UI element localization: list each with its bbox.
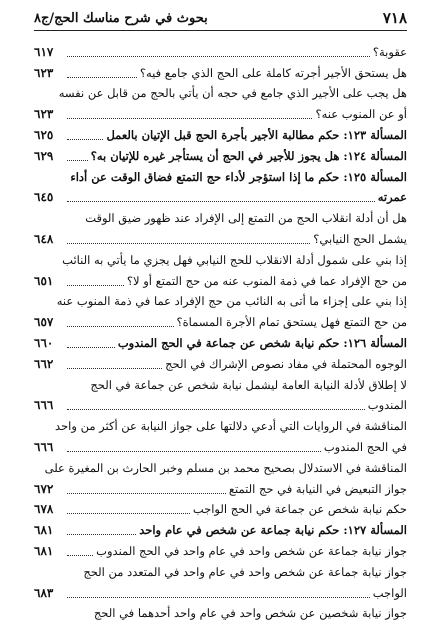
toc-entry [34, 123, 407, 144]
toc-entry-text: لا إطلاق لأدلة النيابة العامة ليشمل نيابة شخص عن جماعة في الحج [90, 377, 407, 392]
dot-leader [67, 533, 136, 535]
toc-entry-text: في الحج المندوب [323, 439, 407, 454]
dot-leader [67, 492, 226, 494]
toc-entry-text: هل يجب على الأجير الذي جامع في حجه أن يأتي بالحج من قابل عن نفسه [58, 86, 407, 101]
toc-entry-text: المسألة ١٢٦: حكم نيابة شخص عن جماعة في الحج المندوب [117, 335, 407, 350]
dot-leader [67, 242, 310, 244]
toc-entry-text: المناقشة في الروايات التي أدعي دلالتها على جواز النيابة عن أكثر من واحد [55, 419, 407, 434]
toc-entry-page: ٦٥١ [34, 273, 54, 288]
toc-entry-page: ٦٤٥ [34, 190, 54, 205]
toc-entry [34, 290, 407, 311]
toc-entry [34, 165, 407, 186]
running-title: بحوث في شرح مناسك الحج/ج٨ [34, 10, 208, 26]
toc-entry-text: هل أن أدلة انقلاب الحج من التمتع إلى الإفراد عند ظهور ضيق الوقت [85, 211, 407, 226]
toc-entry-text: إذا بني على إجزاء ما أتى به النائب من حج الإفراد عما في ذمة المنوب عنه [56, 294, 407, 309]
toc-entry-text: عقوبة؟ [372, 44, 407, 59]
toc-entry-text: حكم نيابة شخص عن جماعة في الحج الواجب [192, 502, 407, 517]
dot-leader [67, 159, 88, 161]
toc-entry-text: أو عن المنوب عنه؟ [315, 107, 407, 122]
toc-entry [34, 602, 407, 623]
toc-entry [34, 227, 407, 248]
dot-leader [67, 138, 103, 140]
toc-entry [34, 248, 407, 269]
dot-leader [67, 200, 375, 202]
dot-leader [67, 346, 115, 348]
toc-entry-text: يشمل الحج النيابي؟ [313, 231, 407, 246]
toc-entry [34, 373, 407, 394]
toc-entry-page: ٦٦٢ [34, 356, 54, 371]
toc-entry [34, 61, 407, 82]
toc-entry [34, 310, 407, 331]
toc-entry [34, 102, 407, 123]
dot-leader [67, 408, 365, 410]
toc-entry [34, 539, 407, 560]
toc-entry [34, 435, 407, 456]
toc-entry [34, 352, 407, 373]
toc-entry [34, 40, 407, 61]
toc-entry [34, 82, 407, 103]
toc-entry-page: ٦٢٣ [34, 65, 54, 80]
toc-entry-page: ٦٢٩ [34, 148, 54, 163]
toc-entry-text: جواز نيابة شخصين عن شخص واحد في عام واحد أحدهما في الحج [93, 606, 407, 621]
dot-leader [67, 117, 312, 119]
dot-leader [67, 450, 321, 452]
dot-leader [67, 512, 190, 514]
toc-entry-text: المندوب [367, 398, 407, 413]
toc-entry [34, 456, 407, 477]
toc-entry-text: جواز نيابة جماعة عن شخص واحد في عام واحد في المتعدد من الحج [83, 564, 407, 579]
toc-entry-text: المسألة ١٢٣: حكم مطالبة الأجير بأجرة الحج قبل الإتيان بالعمل [106, 127, 407, 142]
toc-entry-text: جواز التبعيض في النيابة في حج التمتع [228, 481, 407, 496]
toc-entry-page: ٦٨١ [34, 543, 54, 558]
toc-entry-text: الوجوه المحتملة في مفاد نصوص الإشراك في الحج [165, 356, 407, 371]
dot-leader [67, 55, 370, 57]
toc-entry [34, 477, 407, 498]
page-number: ٧١٨ [382, 9, 407, 27]
toc-entry-page: ٦٢٥ [34, 127, 54, 142]
toc-entry-page: ٦٥٧ [34, 315, 54, 330]
dot-leader [67, 325, 174, 327]
toc-entry [34, 144, 407, 165]
toc-entry-page: ٦٢٣ [34, 107, 54, 122]
toc-entry-text: من حج الإفراد عما في ذمة المنوب عنه من حج التمتع أو لا؟ [126, 273, 407, 288]
toc-entry [34, 560, 407, 581]
table-of-contents [34, 40, 407, 622]
toc-entry-page: ٦٦٠ [34, 335, 54, 350]
toc-entry-page: ٦١٧ [34, 44, 54, 59]
toc-entry-page: ٦٤٨ [34, 231, 54, 246]
dot-leader [67, 76, 137, 78]
toc-entry-page: ٦٦٦ [34, 398, 54, 413]
toc-entry-text: المسألة ١٢٤: هل يجوز للأجير في الحج أن يستأجر غيره للإتيان به؟ [90, 148, 407, 163]
toc-entry [34, 414, 407, 435]
toc-entry-text: جواز نيابة جماعة عن شخص واحد في عام واحد في الحج المندوب [96, 543, 407, 558]
toc-entry [34, 498, 407, 519]
toc-entry [34, 331, 407, 352]
toc-entry-text: المسألة ١٢٧: حكم نيابة جماعة عن شخص في عام واحد [139, 523, 407, 538]
toc-entry [34, 186, 407, 207]
toc-entry-text: إذا بني على شمول أدلة الانقلاب للحج النيابي فهل يجزي ما يأتي به النائب [62, 252, 407, 267]
toc-entry [34, 206, 407, 227]
toc-entry [34, 269, 407, 290]
dot-leader [67, 554, 93, 556]
toc-entry-text: المناقشة في الاستدلال بصحيح محمد بن مسلم وخبر الحارث بن المغيرة على [44, 460, 407, 475]
toc-entry-text: هل يستحق الأجير أجرته كاملة على الحج الذي جامع فيه؟ [139, 65, 407, 80]
toc-entry [34, 394, 407, 415]
dot-leader [67, 367, 162, 369]
toc-entry [34, 518, 407, 539]
toc-entry-page: ٦٨٣ [34, 585, 54, 600]
toc-entry-text: الواجب [372, 585, 407, 600]
toc-entry-text: عمرته [377, 190, 407, 205]
running-header [34, 6, 407, 31]
toc-entry-page: ٦٧٨ [34, 502, 54, 517]
toc-entry-text: المسألة ١٢٥: حكم ما إذا استؤجر لأداء حج التمتع فضاق الوقت عن أداء [70, 169, 407, 184]
toc-entry-page: ٦٦٦ [34, 439, 54, 454]
dot-leader [67, 284, 124, 286]
toc-entry [34, 581, 407, 602]
toc-entry-page: ٦٧٢ [34, 481, 54, 496]
toc-entry-page: ٦٨١ [34, 523, 54, 538]
toc-entry-text: من حج التمتع فهل يستحق تمام الأجرة المسماة؟ [176, 315, 407, 330]
dot-leader [67, 596, 370, 598]
